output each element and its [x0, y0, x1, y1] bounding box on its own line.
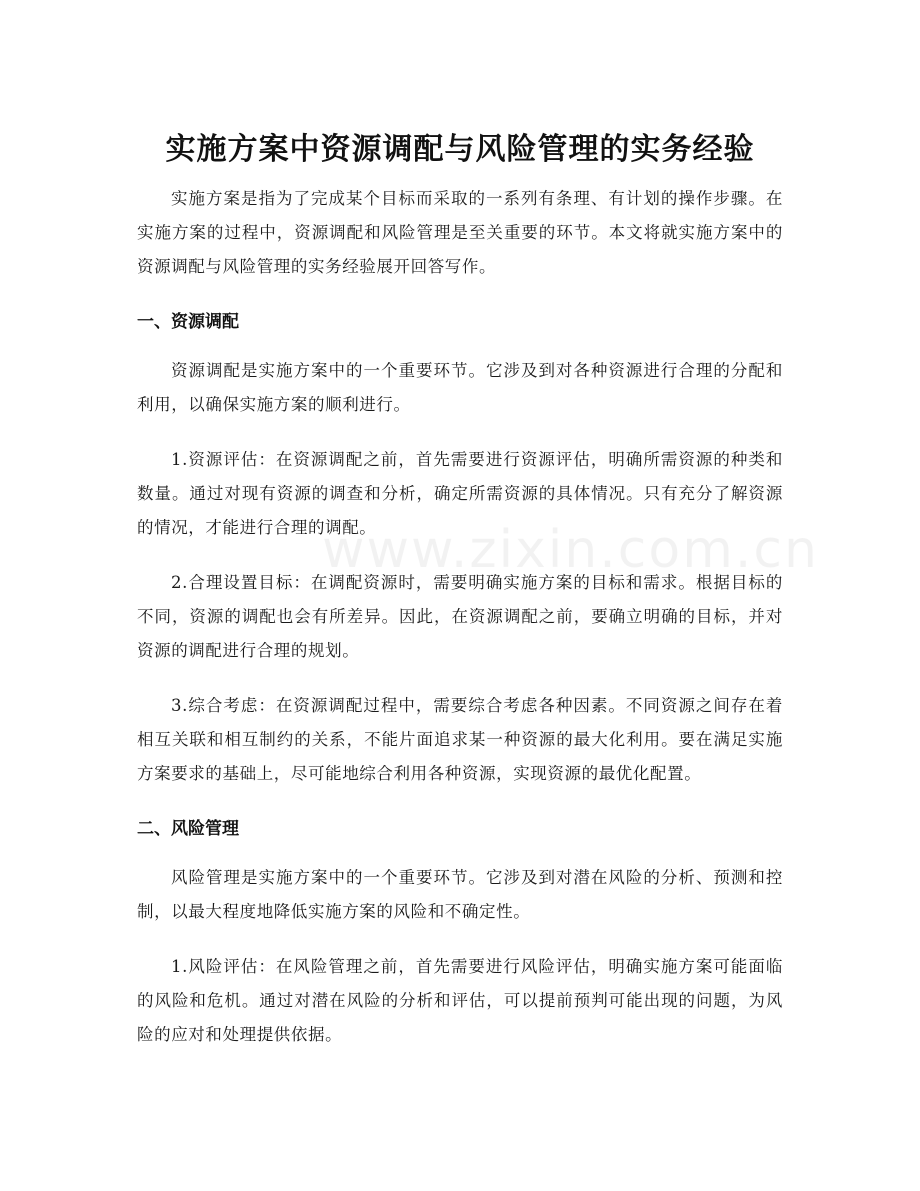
resource-assessment-paragraph: 1.资源评估：在资源调配之前，首先需要进行资源评估，明确所需资源的种类和数量。通过对现有资源的调查和分析，确定所需资源的具体情况。只有充分了解资源的情况，才能进行合理的调配。: [137, 450, 783, 537]
resource-allocation-intro-paragraph: 资源调配是实施方案中的一个重要环节。它涉及到对各种资源进行合理的分配和利用，以确保实施方案的顺利进行。: [137, 361, 783, 414]
intro-paragraph: 实施方案是指为了完成某个目标而采取的一系列有条理、有计划的操作步骤。在实施方案的过程中，资源调配和风险管理是至关重要的环节。本文将就实施方案中的资源调配与风险管理的实务经验展开回答写作。: [137, 189, 783, 276]
comprehensive-consideration-paragraph: 3.综合考虑：在资源调配过程中，需要综合考虑各种因素。不同资源之间存在着相互关联和相互制约的关系，不能片面追求某一种资源的最大化利用。要在满足实施方案要求的基础上，尽可能地综合利用各种资源，实现资源的最优化配置。: [137, 696, 783, 783]
watermark: www.zixin.com.cn: [322, 520, 819, 580]
section-heading-risk-management: 二、风险管理: [137, 819, 239, 839]
section-heading-resource-allocation: 一、资源调配: [137, 312, 239, 332]
risk-assessment-paragraph: 1.风险评估：在风险管理之前，首先需要进行风险评估，明确实施方案可能面临的风险和危机。通过对潜在风险的分析和评估，可以提前预判可能出现的问题，为风险的应对和处理提供依据。: [137, 957, 783, 1044]
goal-setting-paragraph: 2.合理设置目标：在调配资源时，需要明确实施方案的目标和需求。根据目标的不同，资源的调配也会有所差异。因此，在资源调配之前，要确立明确的目标，并对资源的调配进行合理的规划。: [137, 573, 783, 660]
document-body: [137, 182, 783, 1073]
risk-management-intro-paragraph: 风险管理是实施方案中的一个重要环节。它涉及到对潜在风险的分析、预测和控制，以最大程度地降低实施方案的风险和不确定性。: [137, 868, 783, 921]
document-title: 实施方案中资源调配与风险管理的实务经验: [165, 132, 755, 168]
